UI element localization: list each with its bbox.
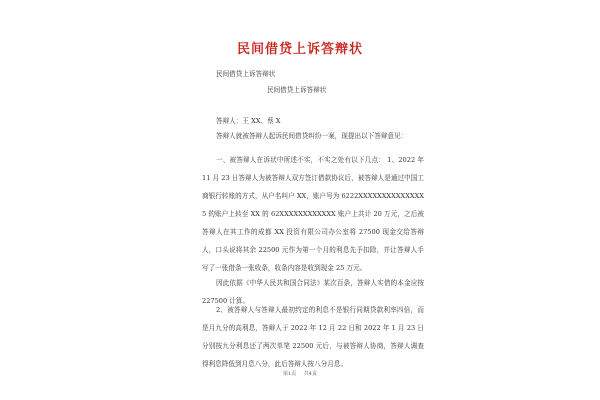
paragraph-1: 一、被答辩人在诉状中所述不实，不实之处有以下几点： 1、2022 年 11 月 23 日答辩人为被答辩人双方签订借款协议后，被答辩人是通过中国工商银行转账的方式，从户名叫户 XX，账户号为 6222XXXXXXXXXXXXXX5 的账户上转至 XX 的 62XXXXXXXXXXXX 账户上共计 20 万元，之后被答辩人在其工作的成都 XX 投资有限公司办公室将 27500 现金交给答辩人，口头说将其余 22500 元作为第一个月的利息先予扣除，并让答辩人手写了一张借条一张收条，收条内容是收到现金 25 万元。 [202, 156, 424, 272]
sub-heading: 民间借贷上诉答辩状 [267, 86, 327, 94]
header-line: 民间借贷上诉答辩状 [216, 70, 276, 78]
page-total: 共4页 [303, 371, 317, 377]
respondents-line: 答辩人：王 XX、蔡 X [216, 117, 281, 125]
paragraph-2: 因此依据《中华人民共和国合同法》某次百条，答辩人实借的本金应按 227500 计算。 [202, 279, 424, 305]
page-footer [0, 370, 600, 377]
page-number: 第1页 [283, 371, 297, 377]
intro-paragraph: 答辩人就被答辩人起诉民间借贷纠纷一案，现提出以下答辩意见： [216, 132, 408, 140]
document-title: 民间借贷上诉答辩状 [236, 42, 363, 57]
paragraph-3: 2、被答辩人与答辩人最初约定的利息不是银行同期贷款利率四倍，而是月九分的高利息，答辩人于 2022 年 12 月 22 日和 2022 年 1 月 23 日分别按九分利息还了两次单笔 22500 元后，与被答辩人协商，答辩人调查得利息降低到月息八分，此后答辩人按八分月息。 [202, 306, 424, 368]
